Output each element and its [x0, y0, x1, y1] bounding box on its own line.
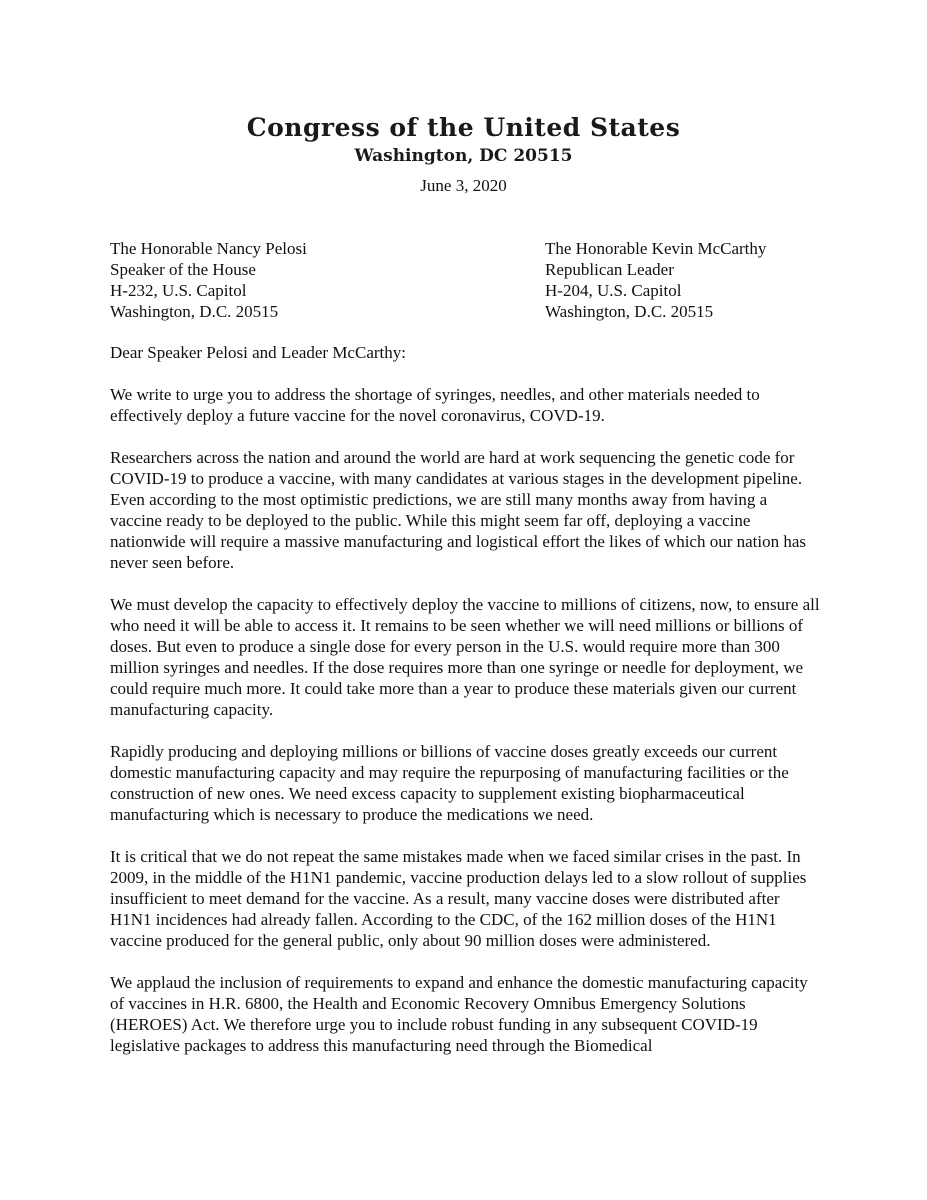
- recipient-title: Speaker of the House: [110, 260, 256, 279]
- recipient-office: H-204, U.S. Capitol: [545, 281, 682, 300]
- letterhead: [0, 112, 927, 168]
- salutation: Dear Speaker Pelosi and Leader McCarthy:: [110, 343, 406, 362]
- letter-body: [110, 342, 820, 1077]
- letterhead-title: Congress of the United States: [246, 113, 681, 142]
- recipient-title: Republican Leader: [545, 260, 674, 279]
- recipient-address-right: [545, 238, 766, 322]
- recipient-name: The Honorable Nancy Pelosi: [110, 239, 307, 258]
- recipient-address-left: [110, 238, 307, 322]
- body-paragraph: We must develop the capacity to effectively deploy the vaccine to millions of citizens, now, to ensure all who need it will be able to access it. It remains to be seen whether we will need millions or billions of doses. But even to produce a single dose for every person in the U.S. would require more than 300 million syringes and needles. If the dose requires more than one syringe or needle for deployment, we could require much more. It could take more than a year to produce these materials given our current manufacturing capacity.: [110, 595, 820, 719]
- body-paragraph: We write to urge you to address the shortage of syringes, needles, and other materials needed to effectively deploy a future vaccine for the novel coronavirus, COVD-19.: [110, 385, 760, 425]
- recipient-name: The Honorable Kevin McCarthy: [545, 239, 767, 258]
- recipient-office: H-232, U.S. Capitol: [110, 281, 247, 300]
- body-paragraph: We applaud the inclusion of requirements to expand and enhance the domestic manufacturing capacity of vaccines in H.R. 6800, the Health and Economic Recovery Omnibus Emergency Solutions (HEROES) Act. We therefore urge you to include robust funding in any subsequent COVID-19 legislative packages to address this manufacturing need through the Biomedical: [110, 973, 808, 1055]
- recipient-city: Washington, D.C. 20515: [545, 302, 714, 321]
- recipient-city: Washington, D.C. 20515: [110, 302, 279, 321]
- body-paragraph: It is critical that we do not repeat the same mistakes made when we faced similar crises in the past. In 2009, in the middle of the H1N1 pandemic, vaccine production delays led to a slow rollout of supplies insufficient to meet demand for the vaccine. As a result, many vaccine doses were distributed after H1N1 incidences had already fallen. According to the CDC, of the 162 million doses of the H1N1 vaccine produced for the general public, only about 90 million doses were administered.: [110, 847, 807, 950]
- letter-date: June 3, 2020: [420, 176, 507, 195]
- body-paragraph: Rapidly producing and deploying millions or billions of vaccine doses greatly exceeds our current domestic manufacturing capacity and may require the repurposing of manufacturing facilities or the construction of new ones. We need excess capacity to supplement existing biopharmaceutical manufacturing which is necessary to produce the medications we need.: [110, 742, 789, 824]
- body-paragraph: Researchers across the nation and around the world are hard at work sequencing the genetic code for COVID-19 to produce a vaccine, with many candidates at various stages in the development pipeline. Even according to the most optimistic predictions, we are still many months away from having a vaccine ready to be deployed to the public. While this might seem far off, deploying a vaccine nationwide will require a massive manufacturing and logistical effort the likes of which our nation has never seen before.: [110, 448, 807, 572]
- letterhead-address: Washington, DC 20515: [354, 146, 573, 166]
